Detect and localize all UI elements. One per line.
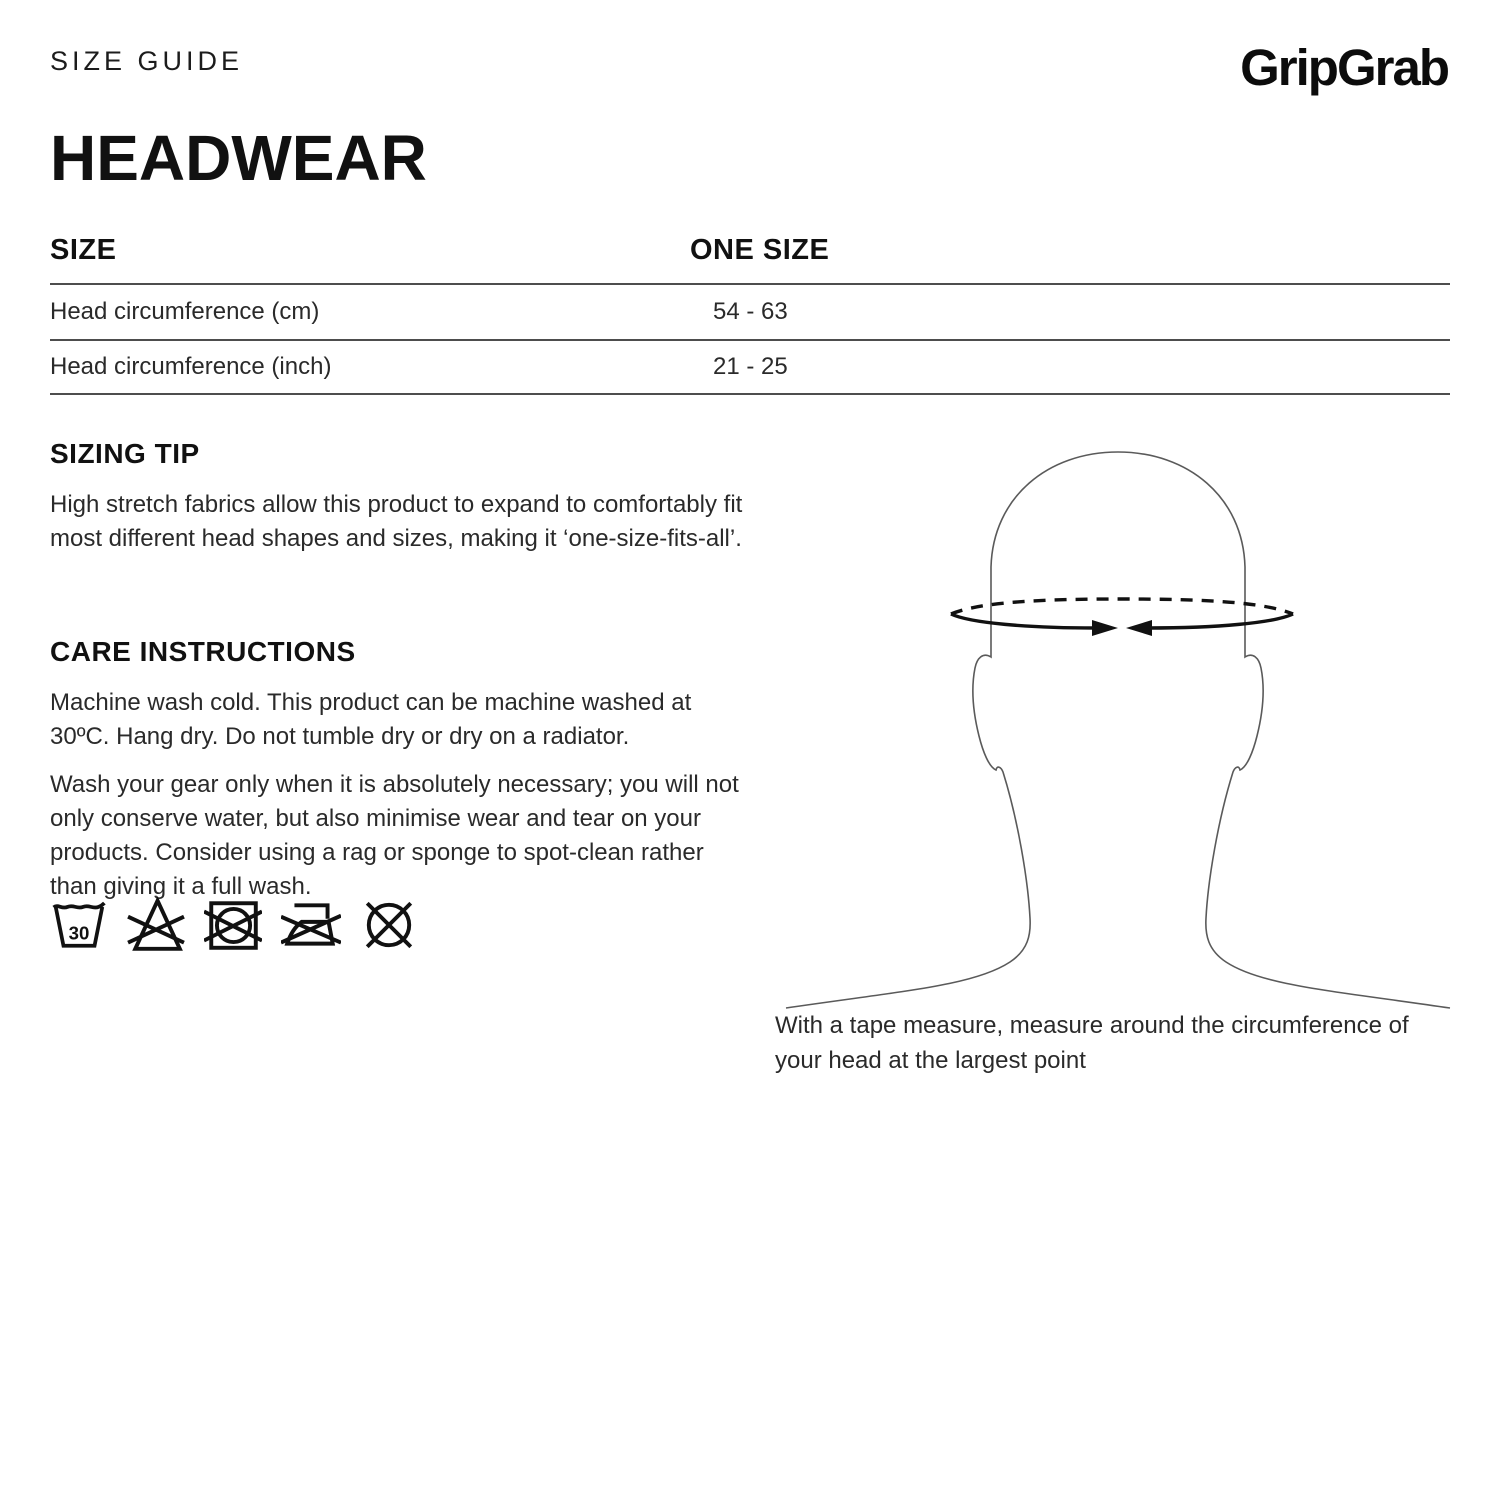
gripgrab-logo: GripGrab	[1240, 39, 1448, 96]
column-header-one-size: ONE SIZE	[690, 234, 830, 266]
svg-text:30: 30	[68, 922, 90, 944]
row-value-cm: 54 - 63	[713, 298, 788, 325]
row-label-inch: Head circumference (inch)	[50, 353, 332, 380]
machine-wash-30-icon	[50, 896, 108, 954]
care-symbols-row	[50, 896, 418, 954]
table-row	[50, 283, 1450, 339]
column-header-size: SIZE	[50, 234, 117, 266]
care-instructions-heading: CARE INSTRUCTIONS	[50, 636, 356, 667]
row-label-cm: Head circumference (cm)	[50, 298, 320, 325]
head-measurement-figure	[770, 440, 1460, 1010]
page-title: HEADWEAR	[50, 122, 427, 194]
care-paragraph-conserve: Wash your gear only when it is absolutely necessary; you will not only conserve water, but also minimise wear and tear on your products. Consider using a rag or sponge to spot-clean rather than giving it a full wash.	[50, 771, 739, 900]
head-back-outline-illustration	[770, 440, 1460, 1010]
measurement-caption: With a tape measure, measure around the circumference of your head at the largest point	[775, 1012, 1409, 1074]
sizing-tip-body: High stretch fabrics allow this product to expand to comfortably fit most different head shapes and sizes, making it ‘one-size-fits-all’.	[50, 491, 743, 552]
size-table-header	[50, 234, 1450, 283]
do-not-bleach-icon	[127, 896, 185, 954]
do-not-dry-clean-icon	[360, 896, 418, 954]
care-instructions-section	[50, 636, 755, 918]
do-not-tumble-dry-icon	[204, 896, 262, 954]
sizing-tip-heading: SIZING TIP	[50, 438, 200, 469]
care-paragraph-wash: Machine wash cold. This product can be machine washed at 30ºC. Hang dry. Do not tumble dry or dry on a radiator.	[50, 689, 692, 750]
row-value-inch: 21 - 25	[713, 353, 788, 380]
sizing-tip-section	[50, 438, 755, 570]
size-guide-eyebrow: SIZE GUIDE	[50, 46, 244, 76]
do-not-iron-icon	[281, 896, 341, 954]
size-table	[50, 234, 1450, 395]
table-row	[50, 339, 1450, 395]
